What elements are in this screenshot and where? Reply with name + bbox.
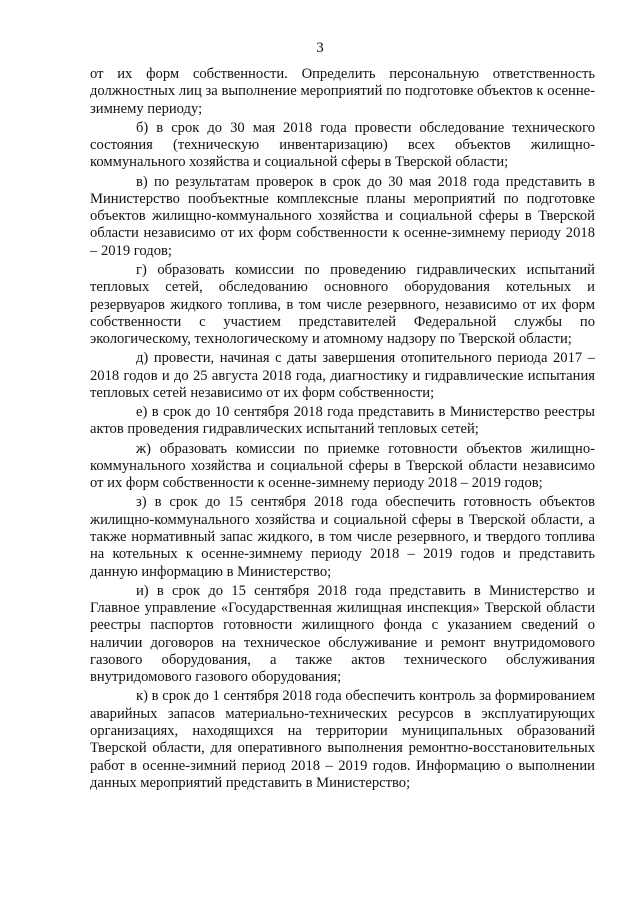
paragraph-item-b: б) в срок до 30 мая 2018 года провести обследование технического состояния (техническую инвентаризацию) всех объектов жилищно-коммунального хозяйства и социальной сферы в Тверской области; xyxy=(90,119,595,171)
paragraph-item-k: к) в срок до 1 сентября 2018 года обеспечить контроль за формированием аварийных запасов материально-технических ресурсов в эксплуатирующих организациях, находящихся на территории муниципальных образований Тверской области, для оперативного выполнения ремонтно-восстановительных работ в осенне-зимний период 2018 – 2019 годов. Информацию о выполнении данных мероприятий представить в Министерство; xyxy=(90,688,595,791)
document-body xyxy=(90,66,595,794)
paragraph-item-d: д) провести, начиная с даты завершения отопительного периода 2017 – 2018 годов и до 25 августа 2018 года, диагностику и гидравлические испытания тепловых сетей независимо от их форм собственности; xyxy=(90,350,595,401)
page-number: 3 xyxy=(316,40,324,56)
paragraph-continuation: от их форм собственности. Определить персональную ответственность должностных лиц за выполнение мероприятий по подготовке объектов к осенне-зимнему периоду; xyxy=(90,66,595,117)
paragraph-item-g: г) образовать комиссии по проведению гидравлических испытаний тепловых сетей, обследованию основного оборудования котельных и резервуаров жидкого топлива, в том числе резервного, независимо от их форм собственности с участием представителей Федеральной службы по экологическому, технологическому и атомному надзору по Тверской области; xyxy=(90,261,595,348)
paragraph-item-z: з) в срок до 15 сентября 2018 года обеспечить готовность объектов жилищно-коммунального хозяйства и социальной сферы в Тверской области, а также нормативный запас жидкого, в том числе резервного, и твердого топлива на котельных к осенне-зимнему периоду 2018 – 2019 годов и представить данную информацию в Министерство; xyxy=(90,494,595,580)
paragraph-item-v: в) по результатам проверок в срок до 30 мая 2018 года представить в Министерство пообъектные комплексные планы мероприятий по подготовке объектов жилищно-коммунального хозяйства и социальной сферы в Тверской области независимо от их форм собственности к осенне-зимнему периоду 2018 – 2019 годов; xyxy=(90,173,595,259)
paragraph-item-zh: ж) образовать комиссии по приемке готовности объектов жилищно-коммунального хозяйства и социальной сферы в Тверской области независимо от их форм собственности к осенне-зимнему периоду 2018 – 2019 годов; xyxy=(90,440,595,492)
paragraph-item-i: и) в срок до 15 сентября 2018 года представить в Министерство и Главное управление «Государственная жилищная инспекция» Тверской области реестры паспортов готовности жилищного фонда с указанием сведений о наличии договоров на техническое обслуживание и ремонт внутридомового газового оборудования, а также актов технического обслуживания внутридомового газового оборудования; xyxy=(90,582,595,686)
paragraph-item-e: е) в срок до 10 сентября 2018 года представить в Министерство реестры актов проведения гидравлических испытаний тепловых сетей; xyxy=(90,404,595,438)
